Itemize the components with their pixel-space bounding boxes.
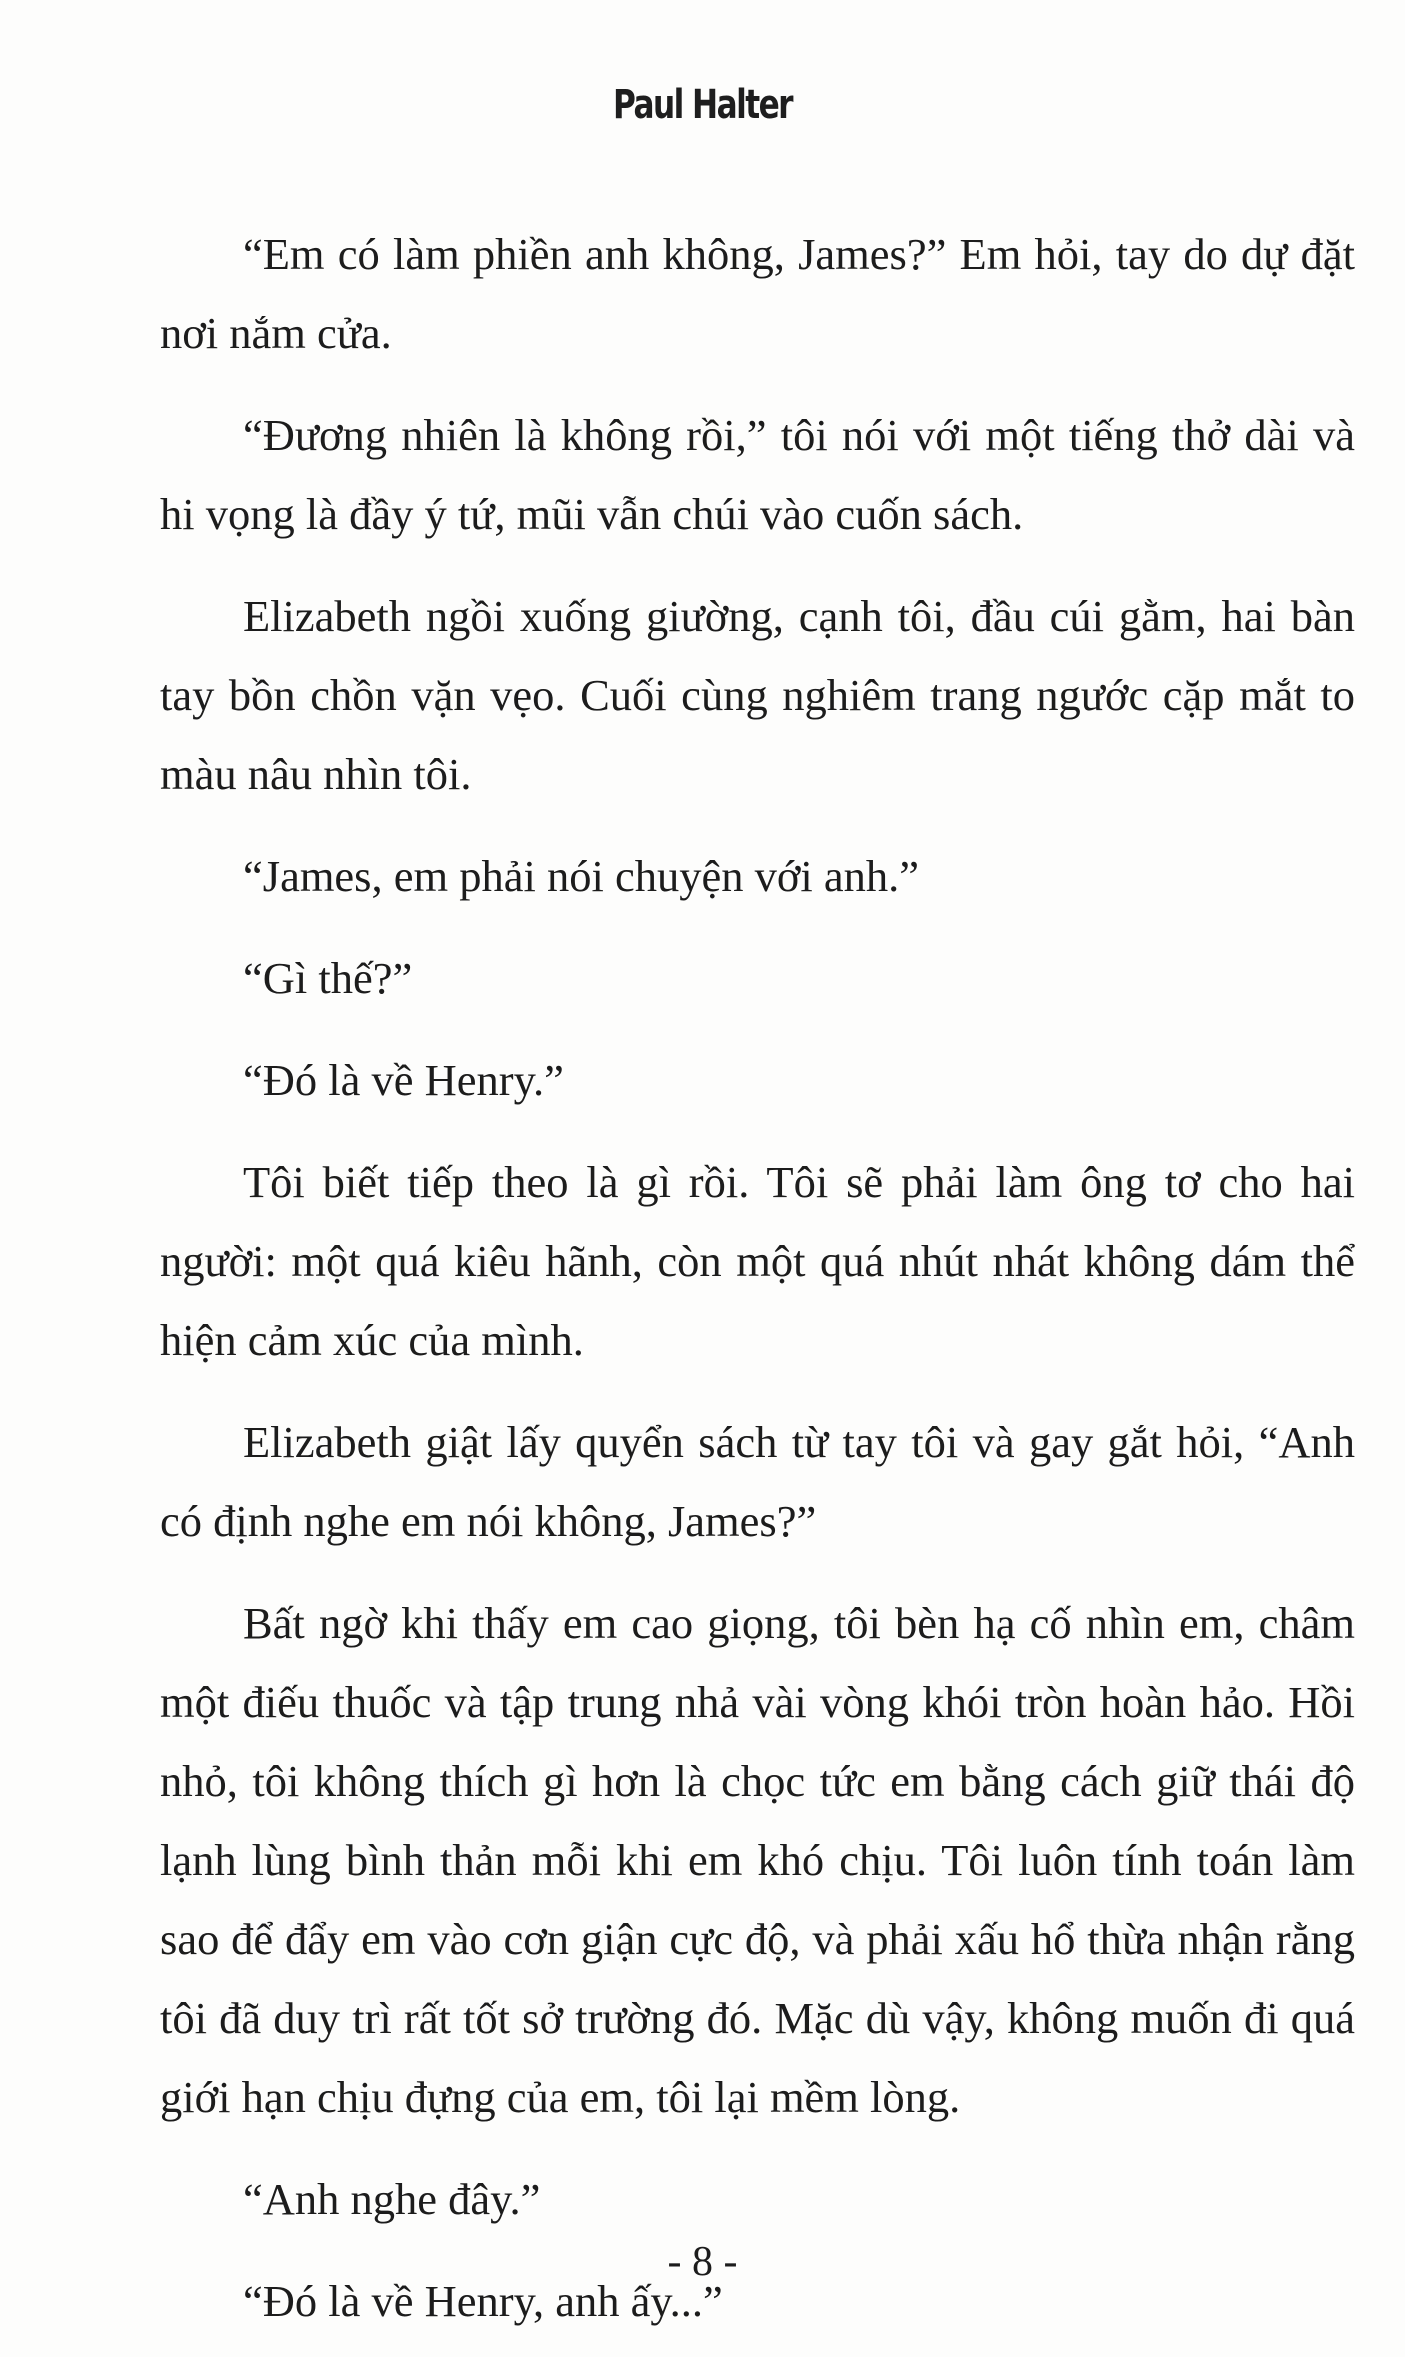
paragraph: “Em có làm phiền anh không, James?” Em hỏi, tay do dự đặt nơi nắm cửa. (160, 229, 1355, 358)
paragraph: Elizabeth giật lấy quyển sách từ tay tôi và gay gắt hỏi, “Anh có định nghe em nói không, James?” (160, 1417, 1355, 1546)
body-text (160, 215, 1355, 2364)
paragraph: “Gì thế?” (243, 953, 413, 1003)
paragraph: “Đó là về Henry.” (243, 1055, 564, 1105)
paragraph: Elizabeth ngồi xuống giường, cạnh tôi, đầu cúi gằm, hai bàn tay bồn chồn vặn vẹo. Cuối cùng nghiêm trang ngước cặp mắt to màu nâu nhìn tôi. (160, 591, 1355, 799)
paragraph: “James, em phải nói chuyện với anh.” (243, 851, 919, 901)
page-number: - 8 - (667, 2239, 738, 2285)
running-header-author: Paul Halter (612, 82, 793, 128)
paragraph: Bất ngờ khi thấy em cao giọng, tôi bèn hạ cố nhìn em, châm một điếu thuốc và tập trung nhả vài vòng khói tròn hoàn hảo. Hồi nhỏ, tôi không thích gì hơn là chọc tức em bằng cách giữ thái độ lạnh lùng bình thản mỗi khi em khó chịu. Tôi luôn tính toán làm sao để đẩy em vào cơn giận cực độ, và phải xấu hổ thừa nhận rằng tôi đã duy trì rất tốt sở trường đó. Mặc dù vậy, không muốn đi quá giới hạn chịu đựng của em, tôi lại mềm lòng. (160, 1598, 1355, 2122)
paragraph: “Đương nhiên là không rồi,” tôi nói với một tiếng thở dài và hi vọng là đầy ý tứ, mũi vẫn chúi vào cuốn sách. (160, 410, 1355, 539)
paragraph: Tôi biết tiếp theo là gì rồi. Tôi sẽ phải làm ông tơ cho hai người: một quá kiêu hãnh, còn một quá nhút nhát không dám thể hiện cảm xúc của mình. (160, 1157, 1355, 1365)
paragraph: “Đó là về Henry, anh ấy...” (243, 2276, 723, 2326)
paragraph: “Anh nghe đây.” (243, 2174, 541, 2224)
